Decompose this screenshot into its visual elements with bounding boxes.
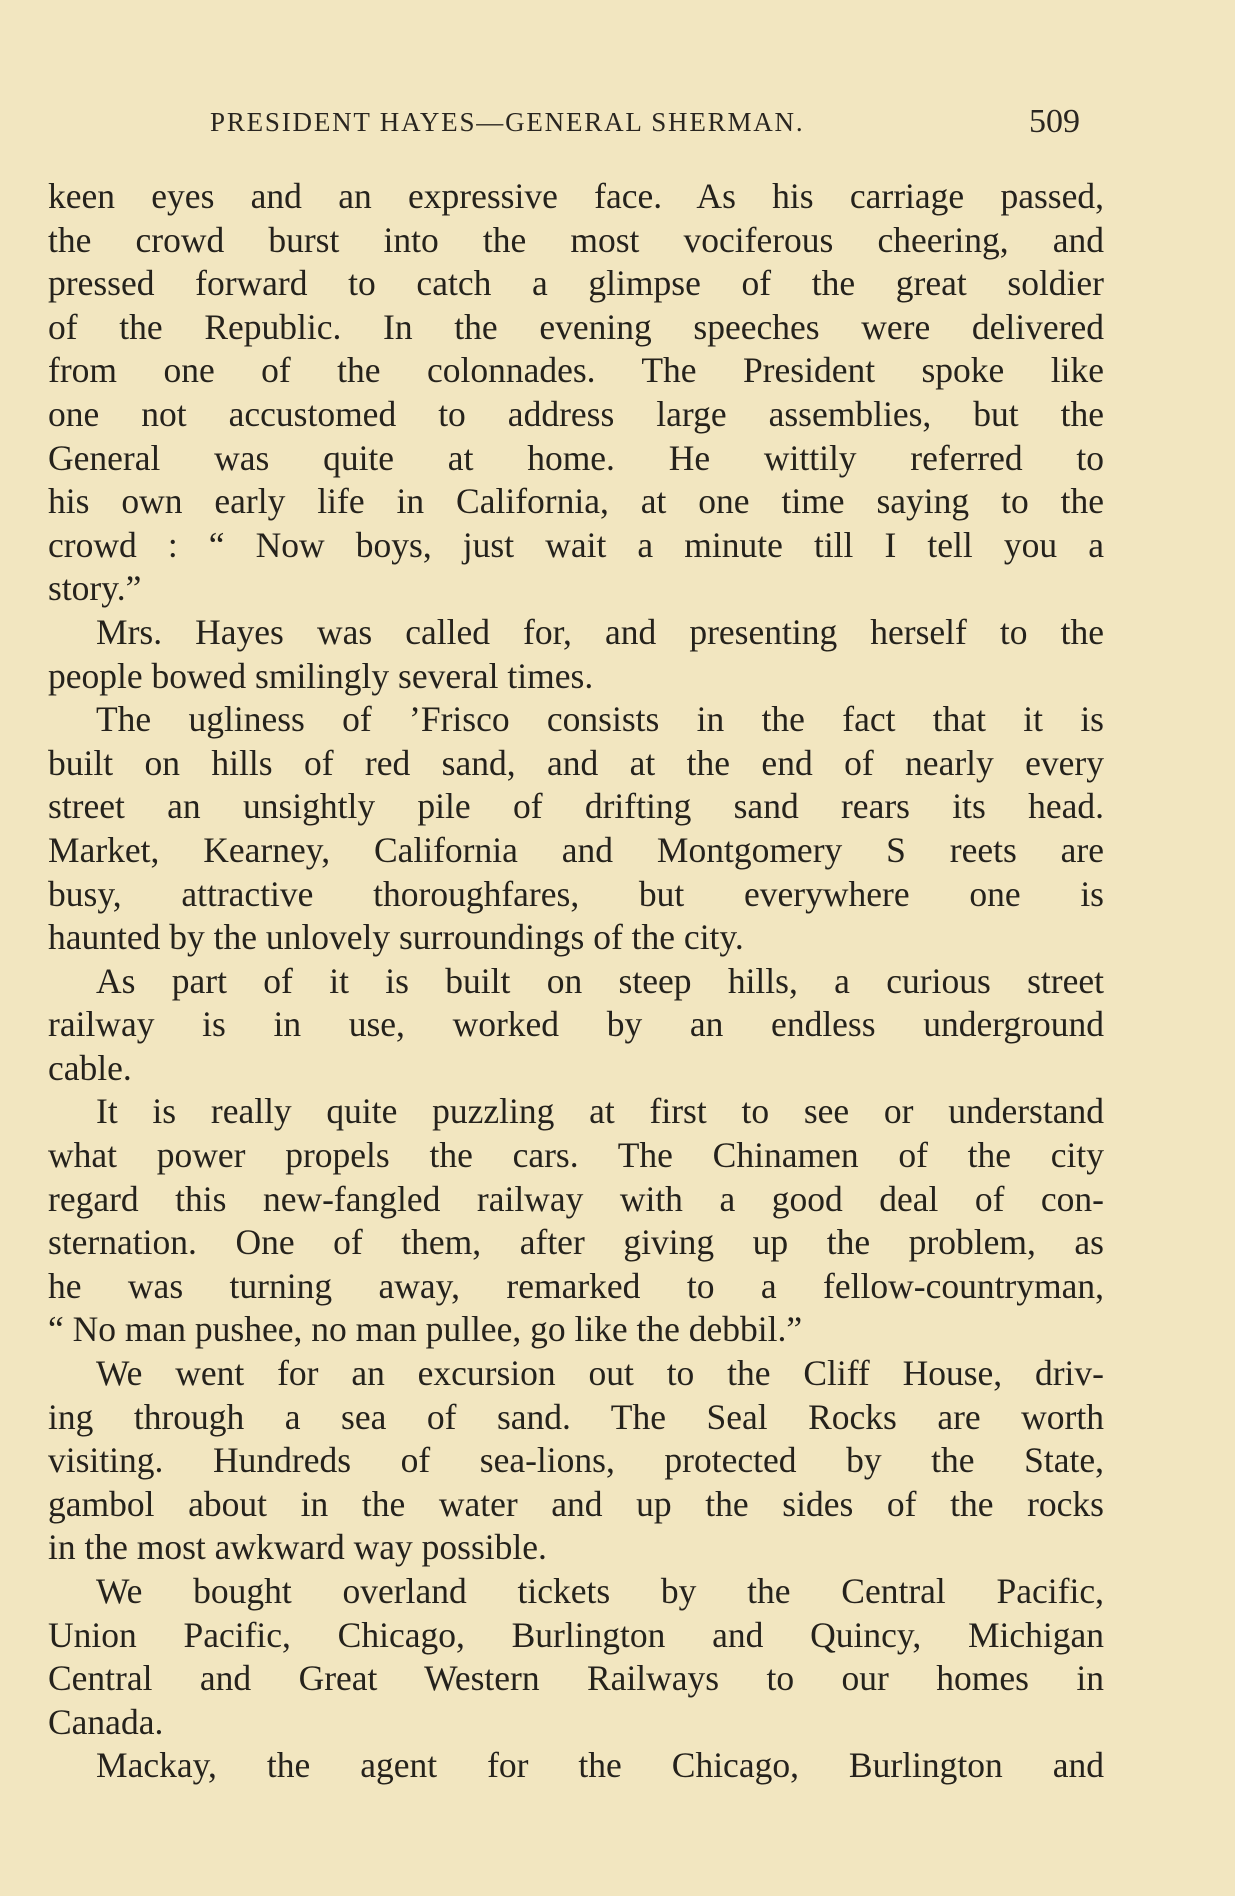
text-line: It is really quite puzzling at first to see or understand	[96, 1091, 1104, 1132]
text-line: busy, attractive thoroughfares, but everywhere one is	[48, 873, 1104, 914]
text-line: he was turning away, remarked to a fellow-countryman,	[48, 1265, 1104, 1306]
text-line: ing through a sea of sand. The Seal Rocks are worth	[48, 1396, 1104, 1437]
text-line: “ No man pushee, no man pullee, go like the debbil.”	[48, 1309, 803, 1350]
text-line: gambol about in the water and up the sides of the rocks	[48, 1483, 1104, 1524]
text-line: one not accustomed to address large assemblies, but the	[48, 393, 1104, 434]
text-line: railway is in use, worked by an endless underground	[48, 1004, 1104, 1045]
text-line: Central and Great Western Railways to our homes in	[48, 1658, 1104, 1699]
text-line: of the Republic. In the evening speeches were delivered	[48, 306, 1104, 347]
text-line: story.”	[48, 568, 142, 609]
page-number: 509	[1029, 103, 1080, 140]
text-line: visiting. Hundreds of sea-lions, protected by the State,	[48, 1440, 1104, 1481]
text-line: pressed forward to catch a glimpse of the great soldier	[48, 263, 1104, 304]
text-line: We bought overland tickets by the Central Pacific,	[96, 1571, 1104, 1611]
text-line: Mrs. Hayes was called for, and presenting herself to the	[96, 611, 1104, 652]
text-line: Canada.	[48, 1701, 164, 1742]
text-line: the crowd burst into the most vociferous cheering, and	[48, 219, 1104, 260]
text-line: General was quite at home. He wittily referred to	[48, 437, 1104, 478]
text-line: people bowed smilingly several times.	[48, 655, 594, 696]
text-line: built on hills of red sand, and at the end of nearly every	[48, 742, 1104, 783]
text-line: haunted by the unlovely surroundings of the city.	[48, 917, 744, 958]
text-line: cable.	[48, 1047, 132, 1088]
text-line: crowd : “ Now boys, just wait a minute till I tell you a	[48, 524, 1104, 565]
text-line: regard this new-fangled railway with a good deal of con-	[48, 1178, 1104, 1219]
text-line: We went for an excursion out to the Cliff House, driv-	[96, 1353, 1104, 1394]
text-line: what power propels the cars. The Chinamen of the city	[48, 1135, 1104, 1176]
text-line: Union Pacific, Chicago, Burlington and Quincy, Michigan	[48, 1614, 1104, 1655]
text-line: Market, Kearney, California and Montgomery S reets are	[48, 829, 1104, 870]
text-line: Mackay, the agent for the Chicago, Burlington and	[96, 1745, 1104, 1786]
text-line: from one of the colonnades. The President spoke like	[48, 350, 1104, 391]
text-line: his own early life in California, at one time saying to the	[48, 481, 1104, 522]
running-head	[210, 100, 1080, 144]
text-line: The ugliness of ’Frisco consists in the fact that it is	[96, 699, 1104, 740]
text-line: sternation. One of them, after giving up the problem, as	[48, 1222, 1104, 1263]
running-title: PRESIDENT HAYES—GENERAL SHERMAN.	[210, 107, 805, 137]
body-text	[48, 175, 1104, 1788]
text-line: keen eyes and an expressive face. As his carriage passed,	[48, 176, 1104, 216]
text-line: in the most awkward way possible.	[48, 1527, 547, 1568]
text-line: street an unsightly pile of drifting sand rears its head.	[48, 786, 1104, 827]
text-line: As part of it is built on steep hills, a curious street	[96, 960, 1104, 1001]
